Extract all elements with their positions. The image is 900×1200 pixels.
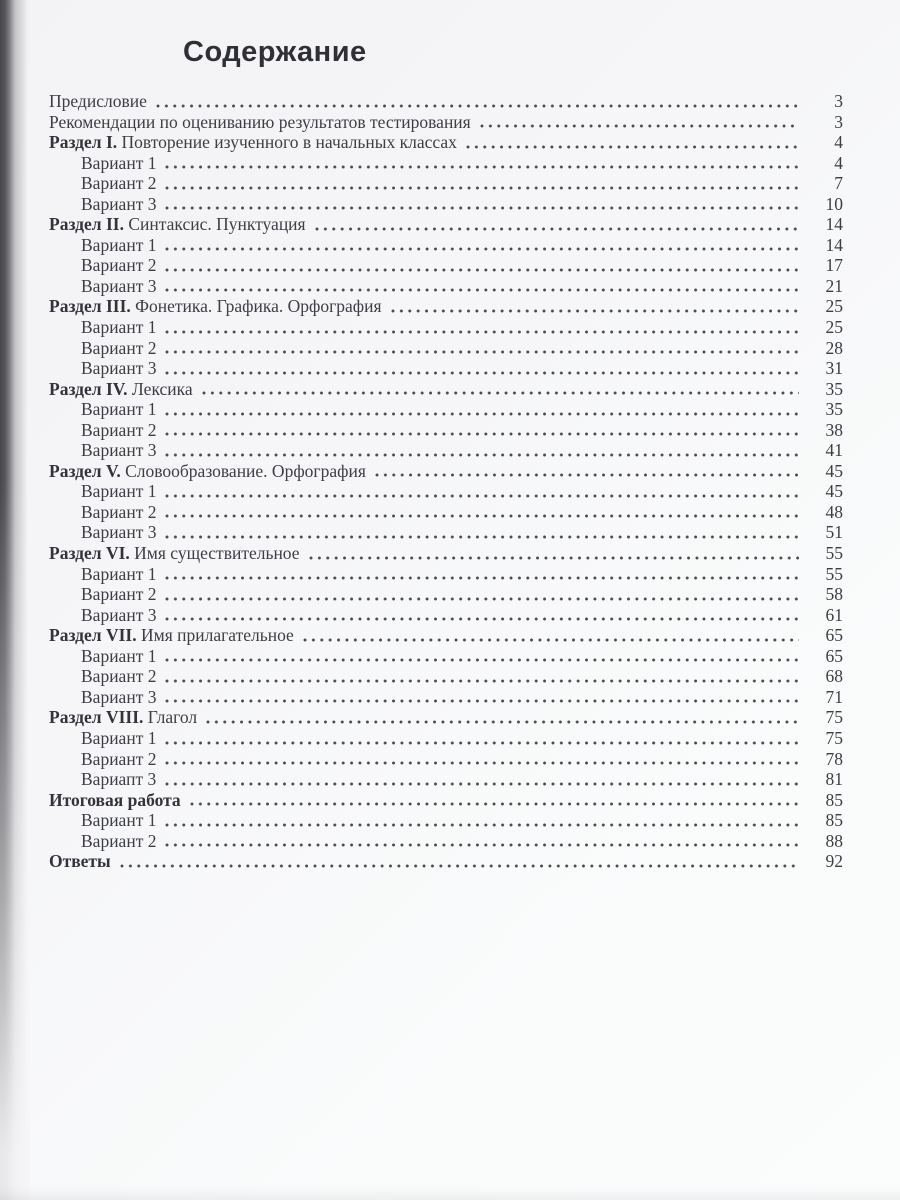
toc-entry-label: Предисловие xyxy=(49,91,147,111)
toc-entry-label: Раздел I. Повторение изученного в начальных классах xyxy=(49,132,457,153)
dot-leader xyxy=(375,472,799,478)
toc-row xyxy=(49,214,843,235)
toc-page-number: 3 xyxy=(834,111,843,132)
toc-entry-label: Вариант 3 xyxy=(81,193,157,214)
dot-leader xyxy=(165,411,799,417)
toc-page-number: 78 xyxy=(825,748,843,769)
dot-leader xyxy=(466,144,799,150)
toc-row xyxy=(49,379,843,400)
dot-leader xyxy=(315,226,799,232)
toc-row xyxy=(49,707,843,728)
dot-leader xyxy=(165,781,799,787)
toc-entry-label: Вариант 2 xyxy=(81,419,157,440)
toc-page-number: 3 xyxy=(834,91,843,111)
toc-entry-label: Раздел V. Словообразование. Орфография xyxy=(49,460,366,481)
toc-entry-label: Вариант 2 xyxy=(81,830,157,851)
toc-row xyxy=(49,810,843,831)
page-bottom-shadow xyxy=(0,1186,900,1200)
toc-page-number: 75 xyxy=(825,727,843,748)
toc-entry-label: Вариапт 3 xyxy=(81,769,157,790)
toc-row xyxy=(49,399,843,420)
toc-row xyxy=(49,564,843,585)
toc-row xyxy=(49,255,843,276)
toc-page-number: 28 xyxy=(825,337,843,358)
toc-page-number: 35 xyxy=(825,378,843,399)
toc-entry-label: Вариант 3 xyxy=(81,275,157,296)
toc-page-number: 14 xyxy=(825,214,843,235)
dot-leader xyxy=(120,863,799,869)
dot-leader xyxy=(165,534,799,540)
toc-entry-label: Вариант 2 xyxy=(81,584,157,605)
dot-leader xyxy=(165,370,799,376)
toc-row xyxy=(49,666,843,687)
toc-row xyxy=(49,461,843,482)
dot-leader xyxy=(165,616,799,622)
toc-entry-label: Вариант 1 xyxy=(81,152,157,173)
toc-row xyxy=(49,173,843,194)
toc-row xyxy=(49,112,843,133)
toc-page-number: 65 xyxy=(825,625,843,646)
toc-row xyxy=(49,728,843,749)
toc-page-number: 4 xyxy=(834,152,843,173)
toc-page-number: 41 xyxy=(825,440,843,461)
toc-row xyxy=(49,235,843,256)
toc-page-number: 85 xyxy=(825,789,843,810)
toc-entry-label: Раздел VIII. Глагол xyxy=(49,707,198,728)
toc-entry-label: Вариант 2 xyxy=(81,748,157,769)
toc-entry-label: Вариант 1 xyxy=(81,317,157,338)
dot-leader xyxy=(165,431,799,437)
toc-page-number: 61 xyxy=(825,604,843,625)
toc-row xyxy=(49,687,843,708)
toc-entry-label: Вариант 3 xyxy=(81,604,157,625)
toc-row xyxy=(49,584,843,605)
toc-page-number: 25 xyxy=(825,296,843,317)
page-title: Содержание xyxy=(183,36,367,68)
toc-entry-label: Вариант 2 xyxy=(81,255,157,276)
toc-entry-label: Вариант 1 xyxy=(81,727,157,748)
toc-entry-label: Вариант 1 xyxy=(81,563,157,584)
toc-page-number: 55 xyxy=(825,543,843,564)
toc-entry-label: Вариант 3 xyxy=(81,686,157,707)
toc-page-number: 58 xyxy=(825,584,843,605)
toc-row xyxy=(49,605,843,626)
toc-page-number: 92 xyxy=(825,851,843,872)
toc-entry-label: Вариант 1 xyxy=(81,810,157,831)
toc-entry-label: Итоговая работа xyxy=(49,789,181,810)
toc-row xyxy=(49,543,843,564)
dot-leader xyxy=(165,349,799,355)
toc-row xyxy=(49,522,843,543)
dot-leader xyxy=(309,555,799,561)
toc-entry-label: Вариант 2 xyxy=(81,173,157,194)
toc-row xyxy=(49,440,843,461)
toc-row xyxy=(49,194,843,215)
toc-page-number: 71 xyxy=(825,686,843,707)
toc-row xyxy=(49,132,843,153)
toc-row xyxy=(49,358,843,379)
toc-entry-label: Вариант 2 xyxy=(81,501,157,522)
dot-leader xyxy=(165,596,799,602)
toc-page-number: 4 xyxy=(834,132,843,153)
toc-page-number: 85 xyxy=(825,810,843,831)
dot-leader xyxy=(165,493,799,499)
toc-row xyxy=(49,296,843,317)
toc-row xyxy=(49,749,843,770)
toc-page-number: 88 xyxy=(825,830,843,851)
dot-leader xyxy=(156,103,799,109)
dot-leader xyxy=(165,329,799,335)
toc-entry-label: Раздел III. Фонетика. Графика. Орфография xyxy=(49,296,382,317)
toc-page-number: 14 xyxy=(825,234,843,255)
toc-page-number: 45 xyxy=(825,460,843,481)
toc-row xyxy=(49,338,843,359)
toc-entry-label: Вариант 1 xyxy=(81,399,157,420)
toc-entry-label: Раздел VI. Имя существительное xyxy=(49,543,300,564)
dot-leader xyxy=(165,205,799,211)
toc-entry-label: Вариант 3 xyxy=(81,358,157,379)
toc-page-number: 25 xyxy=(825,317,843,338)
toc-page-number: 21 xyxy=(825,275,843,296)
toc-entry-label: Вариант 3 xyxy=(81,522,157,543)
dot-leader xyxy=(165,657,799,663)
toc-page-number: 10 xyxy=(825,193,843,214)
toc-row xyxy=(49,153,843,174)
dot-leader xyxy=(202,390,799,396)
dot-leader xyxy=(480,123,799,129)
dot-leader xyxy=(303,637,799,643)
toc-page-number: 45 xyxy=(825,481,843,502)
dot-leader xyxy=(165,246,799,252)
dot-leader xyxy=(165,267,799,273)
toc-row xyxy=(49,317,843,338)
toc-page-number: 35 xyxy=(825,399,843,420)
toc-entry-label: Вариант 2 xyxy=(81,337,157,358)
toc-page-number: 65 xyxy=(825,645,843,666)
dot-leader xyxy=(165,842,799,848)
toc-entry-label: Вариант 2 xyxy=(81,666,157,687)
toc-row xyxy=(49,502,843,523)
dot-leader xyxy=(391,308,799,314)
toc-page-number: 31 xyxy=(825,358,843,379)
toc-entry-label: Раздел II. Синтаксис. Пунктуация xyxy=(49,214,306,235)
toc-entry-label: Вариант 3 xyxy=(81,440,157,461)
toc-page-number: 75 xyxy=(825,707,843,728)
toc-row xyxy=(49,276,843,297)
toc-entry-label: Вариант 1 xyxy=(81,234,157,255)
dot-leader xyxy=(165,822,799,828)
dot-leader xyxy=(190,801,799,807)
dot-leader xyxy=(165,185,799,191)
toc-page-number: 17 xyxy=(825,255,843,276)
toc-entry-label: Вариант 1 xyxy=(81,645,157,666)
toc-list xyxy=(49,91,843,872)
dot-leader xyxy=(165,575,799,581)
toc-row xyxy=(49,769,843,790)
dot-leader xyxy=(165,452,799,458)
dot-leader xyxy=(165,698,799,704)
toc-row xyxy=(49,831,843,852)
dot-leader xyxy=(165,678,799,684)
toc-row xyxy=(49,481,843,502)
toc-entry-label: Ответы xyxy=(49,851,111,872)
dot-leader xyxy=(165,760,799,766)
toc-entry-label: Вариант 1 xyxy=(81,481,157,502)
dot-leader xyxy=(206,719,799,725)
dot-leader xyxy=(165,513,799,519)
toc-entry-label: Раздел IV. Лексика xyxy=(49,378,193,399)
toc-page-number: 7 xyxy=(834,173,843,194)
toc-row xyxy=(49,790,843,811)
dot-leader xyxy=(165,740,799,746)
book-edge-shadow xyxy=(0,0,30,1200)
toc-entry-label: Рекомендации по оцениванию результатов тестирования xyxy=(49,111,471,132)
toc-row xyxy=(49,646,843,667)
toc-row xyxy=(49,420,843,441)
toc-page-number: 68 xyxy=(825,666,843,687)
toc-row xyxy=(49,625,843,646)
toc-page-number: 38 xyxy=(825,419,843,440)
dot-leader xyxy=(165,287,799,293)
toc-page-number: 48 xyxy=(825,501,843,522)
toc-row xyxy=(49,91,843,112)
toc-entry-label: Раздел VII. Имя прилагательное xyxy=(49,625,294,646)
toc-page-number: 81 xyxy=(825,769,843,790)
toc-page-number: 51 xyxy=(825,522,843,543)
dot-leader xyxy=(165,164,799,170)
toc-row xyxy=(49,851,843,872)
toc-page-number: 55 xyxy=(825,563,843,584)
